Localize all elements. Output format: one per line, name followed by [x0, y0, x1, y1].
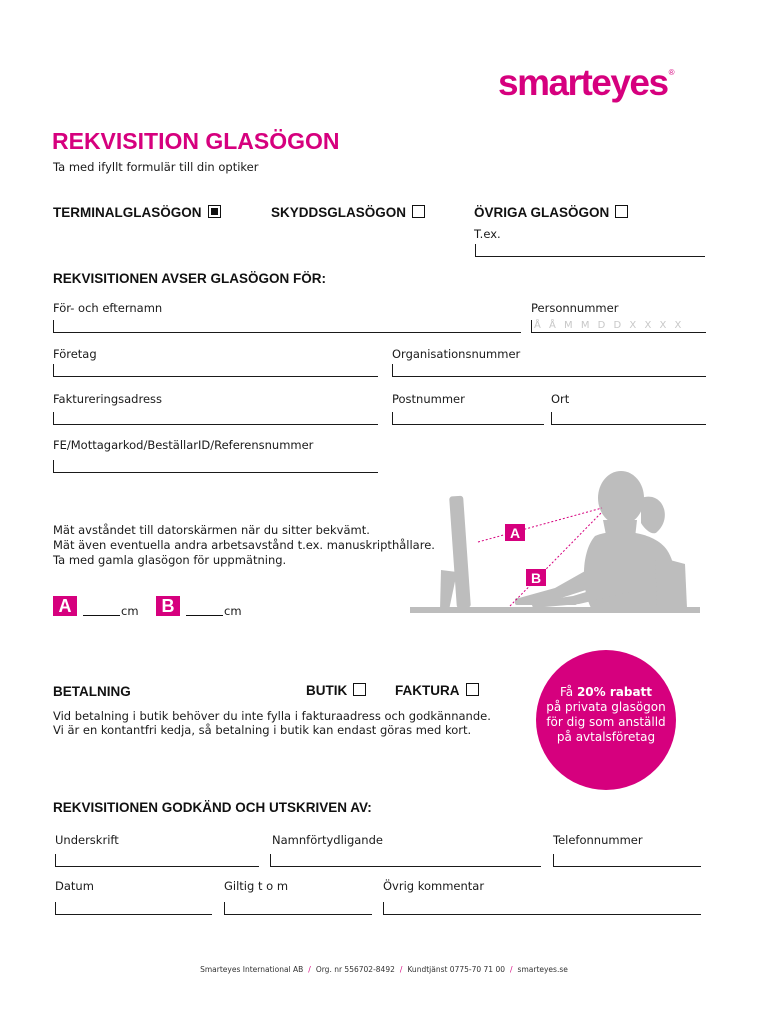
distance-b-field[interactable] — [186, 615, 223, 616]
comment-field[interactable] — [383, 902, 701, 915]
distance-a-field[interactable] — [83, 615, 120, 616]
phone-label: Telefonnummer — [553, 833, 643, 847]
personnummer-placeholder: Å Å M M D D X X X X — [534, 320, 684, 331]
payment-note-1: Vid betalning i butik behöver du inte fylla i fakturaadress och godkännande. — [53, 709, 491, 723]
comment-label: Övrig kommentar — [383, 879, 485, 893]
promo-line-4: på avtalsföretag — [556, 730, 656, 744]
faktura-label: FAKTURA — [395, 683, 460, 698]
city-field[interactable] — [551, 412, 706, 425]
distance-b-unit: cm — [224, 604, 242, 618]
option-protective-label: SKYDDSGLASÖGON — [271, 205, 407, 220]
name-field[interactable] — [53, 320, 521, 333]
registered-mark: ® — [668, 68, 675, 77]
person-silhouette-icon — [515, 471, 687, 608]
distance-line-1: Mät avståndet till datorskärmen när du sitter bekvämt. — [53, 523, 370, 537]
promo-badge — [536, 650, 676, 790]
promo-highlight: 20% rabatt — [576, 685, 653, 699]
signature-label: Underskrift — [55, 833, 119, 847]
butik-checkbox[interactable] — [353, 683, 366, 696]
approval-heading: REKVISITIONEN GODKÄND OCH UTSKRIVEN AV: — [53, 800, 372, 815]
footer-company: Smarteyes International AB — [200, 965, 304, 974]
promo-line-1 — [536, 685, 676, 700]
ref-label: FE/Mottagarkod/BeställarID/Referensnummer — [53, 438, 314, 452]
butik-label: BUTIK — [306, 683, 348, 698]
company-field[interactable] — [53, 364, 378, 377]
protective-checkbox[interactable] — [412, 205, 425, 218]
name-label: För- och efternamn — [53, 301, 163, 315]
signature-field[interactable] — [55, 854, 259, 867]
page-title: REKVISITION GLASÖGON — [52, 128, 340, 154]
valid-field[interactable] — [224, 902, 372, 915]
postal-label: Postnummer — [392, 392, 465, 406]
footer-org: Org. nr 556702-8492 — [315, 965, 395, 974]
promo-line-2: på privata glasögon — [546, 700, 666, 714]
footer-web[interactable]: smarteyes.se — [517, 965, 568, 974]
illustration-b-label: B — [530, 570, 542, 586]
distance-lines — [478, 508, 602, 606]
postal-field[interactable] — [392, 412, 544, 425]
distance-line-3: Ta med gamla glasögon för uppmätning. — [53, 553, 287, 567]
footer-separator: / — [399, 965, 403, 974]
payment-heading: BETALNING — [53, 684, 131, 699]
date-field[interactable] — [55, 902, 212, 915]
smarteyes-logo — [498, 62, 675, 104]
clarification-field[interactable] — [270, 854, 541, 867]
option-terminal — [53, 205, 221, 220]
org-field[interactable] — [392, 364, 706, 377]
footer-separator: / — [510, 965, 513, 974]
personnummer-label: Personnummer — [531, 301, 619, 315]
footer — [0, 965, 768, 974]
option-other — [474, 205, 628, 220]
recipient-heading: REKVISITIONEN AVSER GLASÖGON FÖR: — [53, 271, 327, 286]
distance-a-unit: cm — [121, 604, 139, 618]
footer-separator: / — [308, 965, 311, 974]
illustration-a-label: A — [509, 525, 521, 541]
date-label: Datum — [55, 879, 94, 893]
distance-line-2: Mät även eventuella andra arbetsavstånd t.ex. manuskripthållare. — [53, 538, 435, 552]
option-other-label: ÖVRIGA GLASÖGON — [474, 205, 610, 220]
workstation-illustration — [405, 468, 705, 618]
org-label: Organisationsnummer — [392, 347, 521, 361]
other-glasses-field[interactable] — [475, 244, 705, 257]
faktura-checkbox[interactable] — [466, 683, 479, 696]
distance-a-badge: A — [53, 596, 77, 616]
billing-field[interactable] — [53, 412, 378, 425]
option-terminal-label: TERMINALGLASÖGON — [53, 205, 202, 220]
company-label: Företag — [53, 347, 97, 361]
promo-prefix: Få — [559, 685, 577, 699]
page-subtitle: Ta med ifyllt formulär till din optiker — [53, 160, 259, 174]
valid-label: Giltig t o m — [224, 879, 289, 893]
promo-line-3: för dig som anställd — [546, 715, 666, 729]
phone-field[interactable] — [553, 854, 701, 867]
footer-support: Kundtjänst 0775-70 71 00 — [407, 965, 506, 974]
option-protective — [271, 205, 425, 220]
payment-note-2: Vi är en kontantfri kedja, så betalning i butik kan endast göras med kort. — [53, 723, 472, 737]
other-hint: T.ex. — [474, 227, 501, 241]
other-checkbox[interactable] — [615, 205, 628, 218]
city-label: Ort — [551, 392, 570, 406]
logo-text: smarteyes — [498, 62, 668, 103]
monitor-icon — [440, 496, 471, 610]
option-butik — [306, 683, 366, 698]
ref-field[interactable] — [53, 460, 378, 473]
billing-label: Faktureringsadress — [53, 392, 162, 406]
clarification-label: Namnförtydligande — [272, 833, 383, 847]
distance-b-badge: B — [156, 596, 180, 616]
option-faktura — [395, 683, 479, 698]
terminal-checkbox[interactable] — [208, 205, 221, 218]
